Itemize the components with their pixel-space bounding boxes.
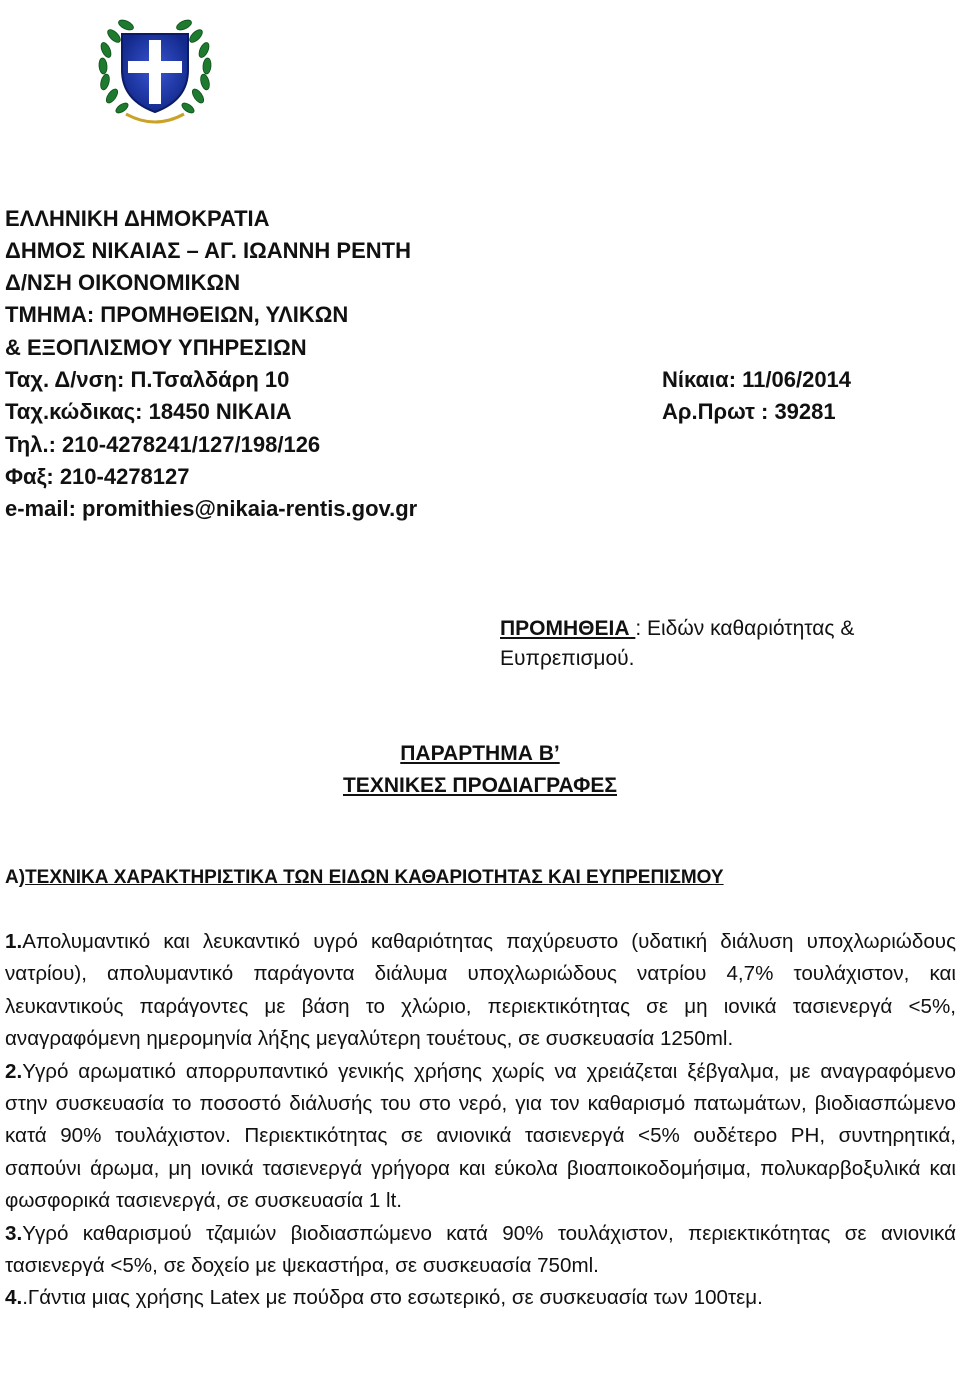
greek-emblem-icon (92, 4, 218, 130)
item-number: 2. (5, 1059, 23, 1083)
protocol-number: Αρ.Πρωτ : 39281 (662, 399, 836, 424)
header-line: ΔΗΜΟΣ ΝΙΚΑΙΑΣ – ΑΓ. ΙΩΑΝΝΗ ΡΕΝΤΗ (5, 238, 411, 263)
procurement-subject (500, 614, 940, 674)
header-line: Ταχ.κώδικας: 18450 ΝΙΚΑΙΑ (5, 399, 292, 424)
header-line: Ταχ. Δ/νση: Π.Τσαλδάρη 10 (5, 367, 290, 392)
item-number: 4. (5, 1286, 23, 1310)
date-line: Νίκαια: 11/06/2014 (662, 367, 852, 392)
email-line: e-mail: promithies@nikaia-rentis.gov.gr (5, 496, 418, 521)
item-text: Υγρό αρωματικό απορρυπαντικό γενικής χρήσης χωρίς να χρειάζεται ξέβγαλμα, με αναγραφόμενο στην συσκευασία το ποσοστό διάλυσής του στο νερό, για τον καθαρισμό πατωμάτων, βιοδιασπώμενο κατά 90% τουλάχιστον. Περιεκτικότητας σε ανιονικά τασιενεργά <5% ουδέτερο PH, συντηρητικά, σαπούνι άρωμα, μη ιονικά τασιενεργά γρήγορα και εύκολα βιοαποικοδομήσιμα, πολυκαρβοξυλικά και φωσφορικά τασιενεργά, σε συσκευασία 1 lt. (5, 1059, 956, 1213)
list-item (5, 1282, 956, 1314)
list-item (5, 1218, 956, 1283)
header-line: Φαξ: 210-4278127 (5, 464, 190, 489)
list-item (5, 926, 956, 1056)
header-line: ΤΜΗΜΑ: ΠΡΟΜΗΘΕΙΩΝ, ΥΛΙΚΩΝ (5, 302, 349, 327)
annex-subtitle: ΤΕΧΝΙΚΕΣ ΠΡΟΔΙΑΓΡΑΦΕΣ (342, 774, 617, 797)
item-number: 3. (5, 1221, 23, 1245)
header-line: Δ/ΝΣΗ ΟΙΚΟΝΟΜΙΚΩΝ (5, 270, 241, 295)
item-number: 1. (5, 930, 23, 953)
list-item (5, 1056, 956, 1218)
section-prefix: Α) (5, 867, 26, 888)
section-heading (5, 865, 724, 891)
annex-heading (0, 738, 960, 802)
item-text: Υγρό καθαρισμού τζαμιών βιοδιασπώμενο κατά 90% τουλάχιστον, περιεκτικότητας σε ανιονικά τασιενεργά <5%, σε δοχείο με ψεκαστήρα, σε συσκευασία 750ml. (5, 1221, 956, 1278)
item-text: .Γάντια μιας χρήσης Latex με πούδρα στο εσωτερικό, σε συσκευασία των 100τεμ. (22, 1286, 763, 1310)
specifications-list (5, 926, 956, 1315)
header-line: ΕΛΛΗΝΙΚΗ ΔΗΜΟΚΡΑΤΙΑ (5, 206, 270, 231)
header-line: Τηλ.: 210-4278241/127/198/126 (5, 432, 321, 457)
header-line: & ΕΞΟΠΛΙΣΜΟΥ ΥΠΗΡΕΣΙΩΝ (5, 335, 307, 360)
subject-label: ΠΡΟΜΗΘΕΙΑ (500, 617, 636, 640)
section-title: ΤΕΧΝΙΚΑ ΧΑΡΑΚΤΗΡΙΣΤΙΚΑ ΤΩΝ ΕΙΔΩΝ ΚΑΘΑΡΙΟΤΗΤΑΣ ΚΑΙ ΕΥΠΡΕΠΙΣΜΟΥ (25, 867, 724, 888)
annex-title: ΠΑΡΑΡΤΗΜΑ Β’ (400, 742, 560, 765)
subject-text: : Ειδών καθαριότητας & Ευπρεπισμού. (500, 617, 855, 670)
item-text: Απολυμαντικό και λευκαντικό υγρό καθαριότητας παχύρευστο (υδατική διάλυση υποχλωριώδους νατρίου), απολυμαντικό παράγοντα διάλυμα υποχλωριώδους νατρίου 4,7% τουλάχιστον, και λευκαντικούς παράγοντες με βάση το χλώριο, περιεκτικότητας σε μη ιονικά τασιενεργά <5%, αναγραφόμενη ημερομηνία λήξης μεγαλύτερη τουέτους, σε συσκευασία 1250ml. (5, 930, 956, 1051)
